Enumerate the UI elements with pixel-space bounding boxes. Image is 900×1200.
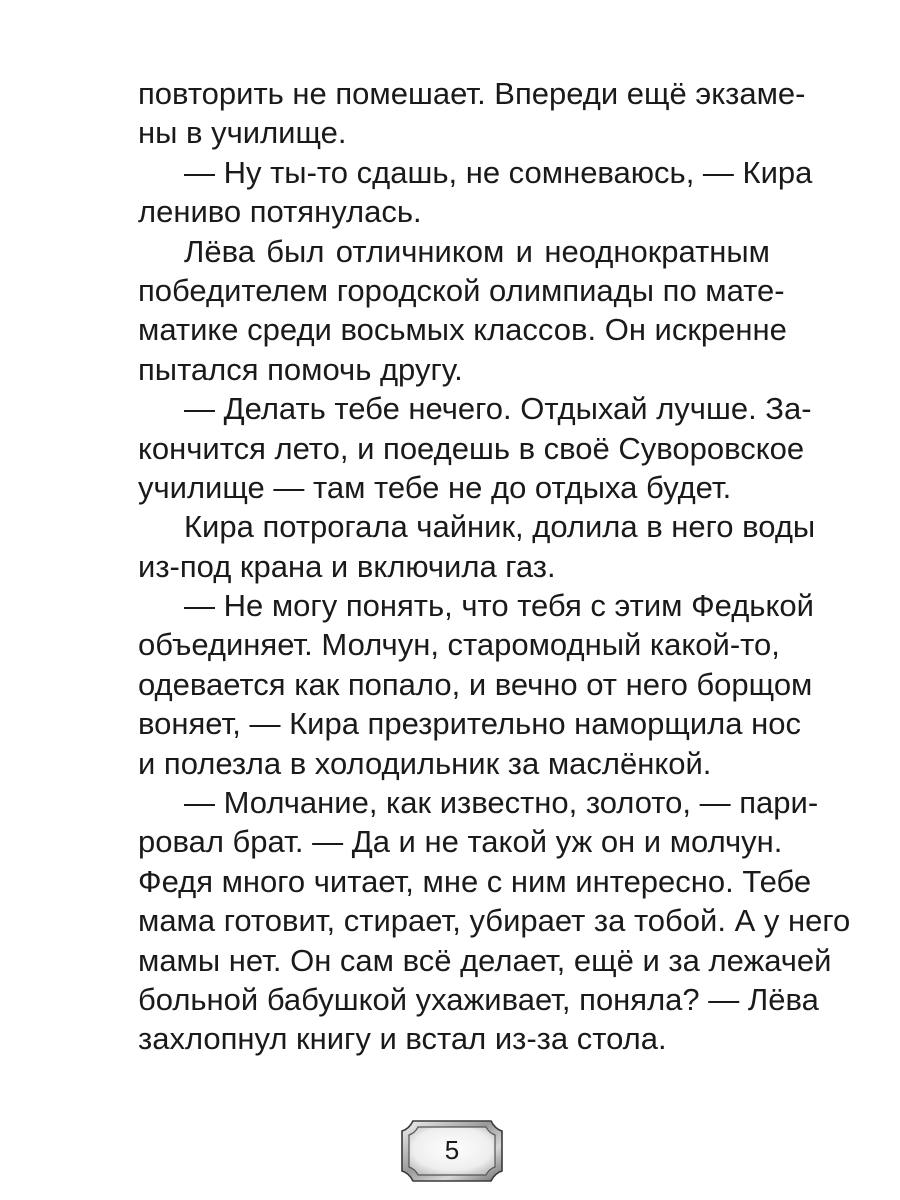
text-line: — Не могу понять, что тебя с этим Федькой — [184, 588, 814, 624]
page-number: 5 — [444, 1135, 460, 1165]
page-number-plate — [399, 1115, 505, 1187]
text-line: из-под крана и включила газ. — [138, 548, 556, 584]
text-line: захлопнул книгу и встал из-за стола. — [138, 1021, 667, 1057]
text-line: лениво потянулась. — [138, 194, 422, 230]
text-line: училище — там тебе не до отдыха будет. — [138, 469, 732, 505]
text-line: победителем городской олимпиады по мате- — [138, 272, 785, 308]
text-line: — Делать тебе нечего. Отдыхай лучше. За- — [184, 391, 812, 427]
text-line: — Ну ты-то сдашь, не сомневаюсь, — Кира — [184, 154, 813, 190]
text-line: кончится лето, и поедешь в своё Суворовское — [138, 430, 805, 466]
text-line: — Молчание, как известно, золото, — пари- — [184, 785, 819, 821]
text-line: воняет, — Кира презрительно наморщила нос — [138, 706, 801, 742]
text-line: и полезла в холодильник за маслёнкой. — [138, 745, 712, 781]
text-line: ровал брат. — Да и не такой уж он и молчун. — [138, 824, 783, 860]
text-line: мама готовит, стирает, убирает за тобой. А у него — [138, 903, 851, 939]
text-line: ны в училище. — [138, 115, 347, 151]
text-line: больной бабушкой ухаживает, поняла? — Лёва — [138, 981, 819, 1017]
text-line: пытался помочь другу. — [138, 351, 463, 387]
text-line: объединяет. Молчун, старомодный какой-то, — [138, 627, 780, 663]
text-line: Лёва был отличником и неоднократным — [184, 233, 770, 269]
text-line: одевается как попало, и вечно от него борщом — [138, 666, 813, 702]
text-line: мамы нет. Он сам всё делает, ещё и за лежачей — [138, 942, 832, 978]
text-line: повторить не помешает. Впереди ещё экзаме- — [138, 76, 806, 111]
text-line: матике среди восьмых классов. Он искренне — [138, 312, 787, 348]
text-line: Кира потрогала чайник, долила в него воды — [184, 509, 816, 545]
body-text — [138, 74, 851, 1059]
text-line: Федя много читает, мне с ним интересно. Тебе — [138, 863, 812, 899]
